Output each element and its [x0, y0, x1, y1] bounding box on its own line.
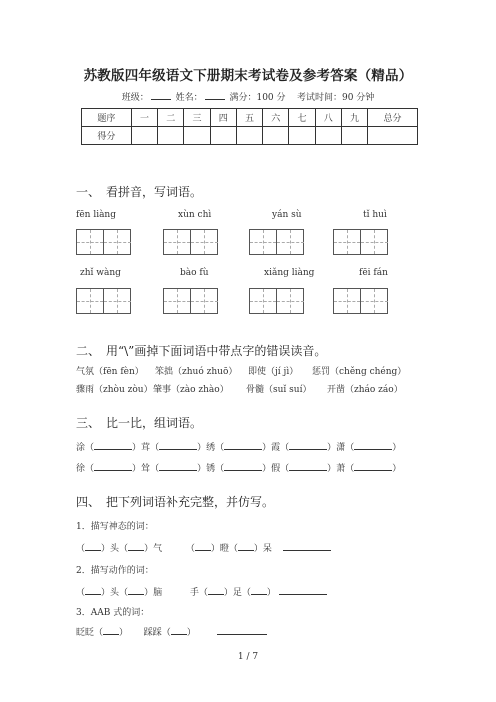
word-part: 眨眨 — [76, 628, 95, 638]
section-1-heading: 一、 看拼音，写词语。 — [76, 185, 203, 199]
pinyin: tǐ huì — [363, 210, 387, 220]
full-score: 满分：100 分 — [229, 93, 286, 103]
pinyin: xiǎng liàng — [264, 268, 315, 278]
sub-question-3: 3．AAB 式的词： — [76, 608, 150, 618]
reading-item[interactable]: 骤雨（zhòu zòu） — [76, 385, 153, 395]
reading-item[interactable]: 肇事（zào zhào） — [153, 385, 229, 395]
char: 绣 — [206, 443, 216, 453]
sub-question-1: 1．描写神态的词： — [76, 522, 154, 532]
word-part: 手 — [189, 588, 199, 598]
class-label: 班级： — [121, 93, 149, 103]
score-cell[interactable] — [289, 127, 315, 145]
writing-grid[interactable] — [76, 229, 131, 255]
compare-row-2: 徐（ ）耸（ ）锈（ ）假（ ）萧（ ） — [76, 461, 401, 474]
word-part: 瞪 — [219, 544, 229, 554]
name-label: 姓名： — [175, 93, 203, 103]
char: 耸 — [141, 464, 151, 474]
compare-row-1: 涂（ ）茸（ ）绣（ ）霞（ ）潇（ ） — [76, 440, 401, 453]
reading-item[interactable]: 笨拙（zhuó zhuō） — [155, 367, 238, 377]
answer-blank[interactable] — [159, 461, 197, 471]
word-part: 踩踩 — [143, 628, 162, 638]
fill-row-1: （ ）头（ ）气 （ ）瞪（ ）呆 — [76, 541, 331, 554]
answer-blank[interactable] — [354, 440, 392, 450]
answer-blank[interactable] — [238, 541, 254, 551]
word-part: 呆 — [262, 544, 272, 554]
score-header: 一 — [131, 109, 157, 127]
imitation-blank[interactable] — [283, 541, 331, 551]
writing-grid[interactable] — [249, 229, 304, 255]
score-cell[interactable] — [263, 127, 289, 145]
reading-item[interactable]: 即使（jí jì） — [248, 367, 299, 377]
score-cell[interactable] — [368, 127, 418, 145]
score-header: 四 — [210, 109, 236, 127]
name-blank[interactable] — [205, 99, 225, 100]
writing-grid[interactable] — [333, 229, 388, 255]
answer-blank[interactable] — [289, 440, 327, 450]
answer-blank[interactable] — [85, 541, 101, 551]
reading-item[interactable]: 气氛（fēn fèn） — [76, 367, 144, 377]
writing-grid[interactable] — [249, 288, 304, 314]
score-header: 二 — [158, 109, 184, 127]
score-table-header-row — [82, 109, 418, 127]
score-cell[interactable] — [131, 127, 157, 145]
score-header: 题序 — [82, 109, 132, 127]
score-cell[interactable] — [341, 127, 367, 145]
answer-blank[interactable] — [224, 440, 262, 450]
fill-row-2: （ ）头（ ）脑 手（ ）足（ ） — [76, 585, 327, 598]
answer-blank[interactable] — [85, 585, 101, 595]
score-cell[interactable] — [236, 127, 262, 145]
char: 霞 — [271, 443, 281, 453]
page-title: 苏教版四年级语文下册期末考试卷及参考答案（精品） — [83, 68, 413, 84]
score-header: 七 — [289, 109, 315, 127]
answer-blank[interactable] — [94, 440, 132, 450]
answer-blank[interactable] — [128, 541, 144, 551]
score-cell[interactable] — [184, 127, 210, 145]
answer-blank[interactable] — [289, 461, 327, 471]
answer-blank[interactable] — [208, 585, 224, 595]
score-row-label: 得分 — [82, 127, 132, 145]
exam-time: 考试时间：90 分钟 — [296, 93, 375, 103]
answer-blank[interactable] — [128, 585, 144, 595]
word-part: 头 — [110, 588, 120, 598]
imitation-blank[interactable] — [217, 625, 267, 635]
answer-blank[interactable] — [159, 440, 197, 450]
writing-grid[interactable] — [333, 288, 388, 314]
score-header: 三 — [184, 109, 210, 127]
pinyin: fēi fán — [359, 268, 388, 278]
char: 涂 — [76, 443, 86, 453]
word-part: 头 — [110, 544, 120, 554]
char: 潇 — [336, 443, 346, 453]
section-4-heading: 四、 把下列词语补充完整，并仿写。 — [76, 495, 275, 509]
answer-blank[interactable] — [94, 461, 132, 471]
exam-info — [0, 90, 496, 103]
section-2-heading: 二、 用“\”画掉下面词语中带点字的错误读音。 — [76, 344, 327, 358]
pinyin: bào fù — [180, 268, 209, 278]
score-header: 八 — [315, 109, 341, 127]
writing-grid[interactable] — [76, 288, 131, 314]
char: 锈 — [206, 464, 216, 474]
answer-blank[interactable] — [251, 585, 267, 595]
page-number: 1 / 7 — [237, 652, 259, 662]
pinyin: fēn liàng — [76, 210, 116, 220]
pinyin: yán sù — [272, 210, 302, 220]
word-part: 气 — [153, 544, 163, 554]
imitation-blank[interactable] — [279, 585, 327, 595]
writing-grid[interactable] — [163, 288, 218, 314]
score-cell[interactable] — [210, 127, 236, 145]
char: 茸 — [141, 443, 151, 453]
score-header: 五 — [236, 109, 262, 127]
score-header: 六 — [263, 109, 289, 127]
writing-grid[interactable] — [163, 229, 218, 255]
section-3-heading: 三、 比一比，组词语。 — [76, 416, 203, 430]
answer-blank[interactable] — [195, 541, 211, 551]
answer-blank[interactable] — [103, 625, 119, 635]
score-table — [81, 108, 418, 145]
char: 徐 — [76, 464, 86, 474]
char: 假 — [271, 464, 281, 474]
score-cell[interactable] — [315, 127, 341, 145]
answer-blank[interactable] — [354, 461, 392, 471]
class-blank[interactable] — [151, 99, 171, 100]
score-header: 总分 — [368, 109, 418, 127]
reading-item[interactable]: 开凿（zháo záo） — [327, 385, 403, 395]
char: 萧 — [336, 464, 346, 474]
reading-item[interactable]: 骨髓（suǐ suí） — [246, 385, 312, 395]
score-table-row — [82, 127, 418, 145]
score-header: 九 — [341, 109, 367, 127]
reading-item[interactable]: 惩罚（chěng chéng） — [312, 367, 407, 377]
answer-blank[interactable] — [171, 625, 187, 635]
sub-question-2: 2．描写动作的词： — [76, 566, 154, 576]
pinyin: xùn chì — [178, 210, 212, 220]
answer-blank[interactable] — [224, 461, 262, 471]
score-cell[interactable] — [158, 127, 184, 145]
word-part: 足 — [232, 588, 242, 598]
fill-row-3: 眨眨（ ） 踩踩（ ） — [76, 625, 267, 638]
pinyin: zhǐ wàng — [80, 268, 121, 278]
word-part: 脑 — [153, 588, 163, 598]
